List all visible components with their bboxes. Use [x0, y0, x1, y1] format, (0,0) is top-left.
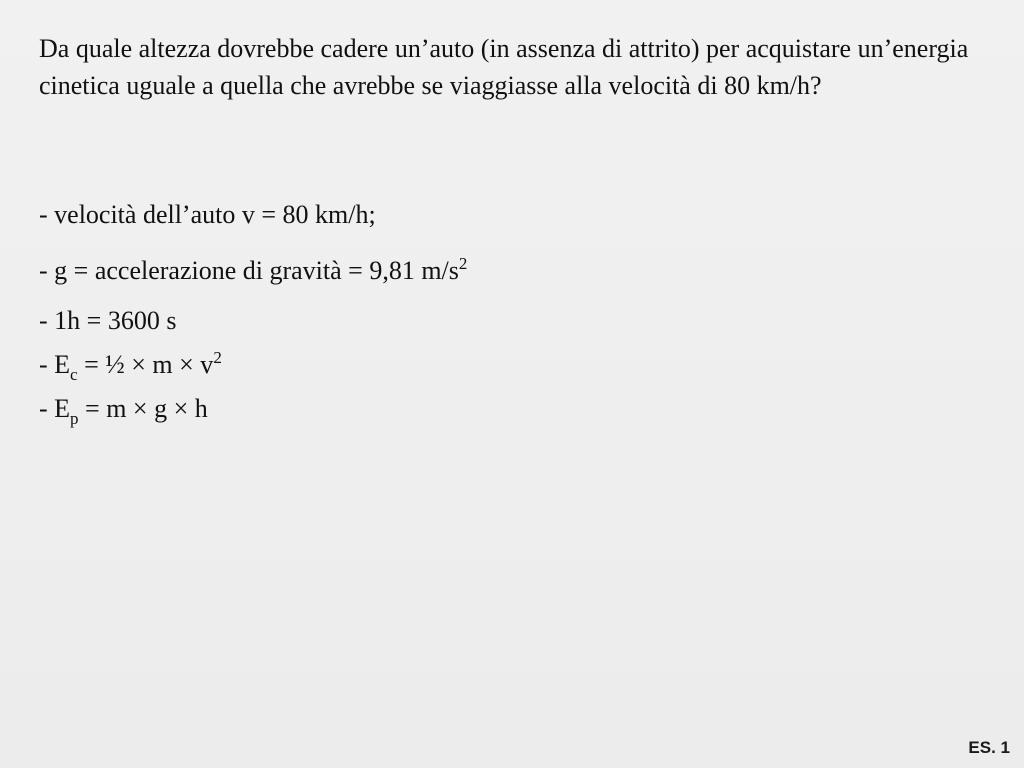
fact-gravity-exponent: 2 [458, 254, 468, 273]
fact-ec-formula: = ½ × m × v [77, 350, 214, 379]
fact-potential-energy [39, 394, 208, 428]
slide-number: ES. 1 [968, 738, 1010, 757]
fact-ec-exponent: 2 [213, 348, 222, 367]
fact-ec-subscript: c [70, 365, 78, 384]
fact-ec-prefix: - E [39, 350, 71, 379]
question-text: Da quale altezza dovrebbe cadere un’auto (in assenza di attrito) per acquistare un’energia cinetica uguale a quella che avrebbe se viaggiasse alla velocità di 80 km/h? [39, 34, 969, 100]
fact-hour-text: - 1h = 3600 s [39, 306, 177, 335]
fact-ep-subscript: p [70, 409, 79, 428]
fact-gravity-text: - g = accelerazione di gravità = 9,81 m/s [39, 256, 459, 285]
fact-velocity-text: - velocità dell’auto v = 80 km/h; [39, 200, 376, 229]
fact-velocity [39, 200, 376, 230]
fact-gravity [39, 256, 467, 286]
fact-ep-formula: = m × g × h [78, 394, 208, 423]
fact-hour [39, 306, 176, 336]
fact-kinetic-energy [39, 348, 222, 384]
fact-ep-prefix: - E [39, 394, 71, 423]
